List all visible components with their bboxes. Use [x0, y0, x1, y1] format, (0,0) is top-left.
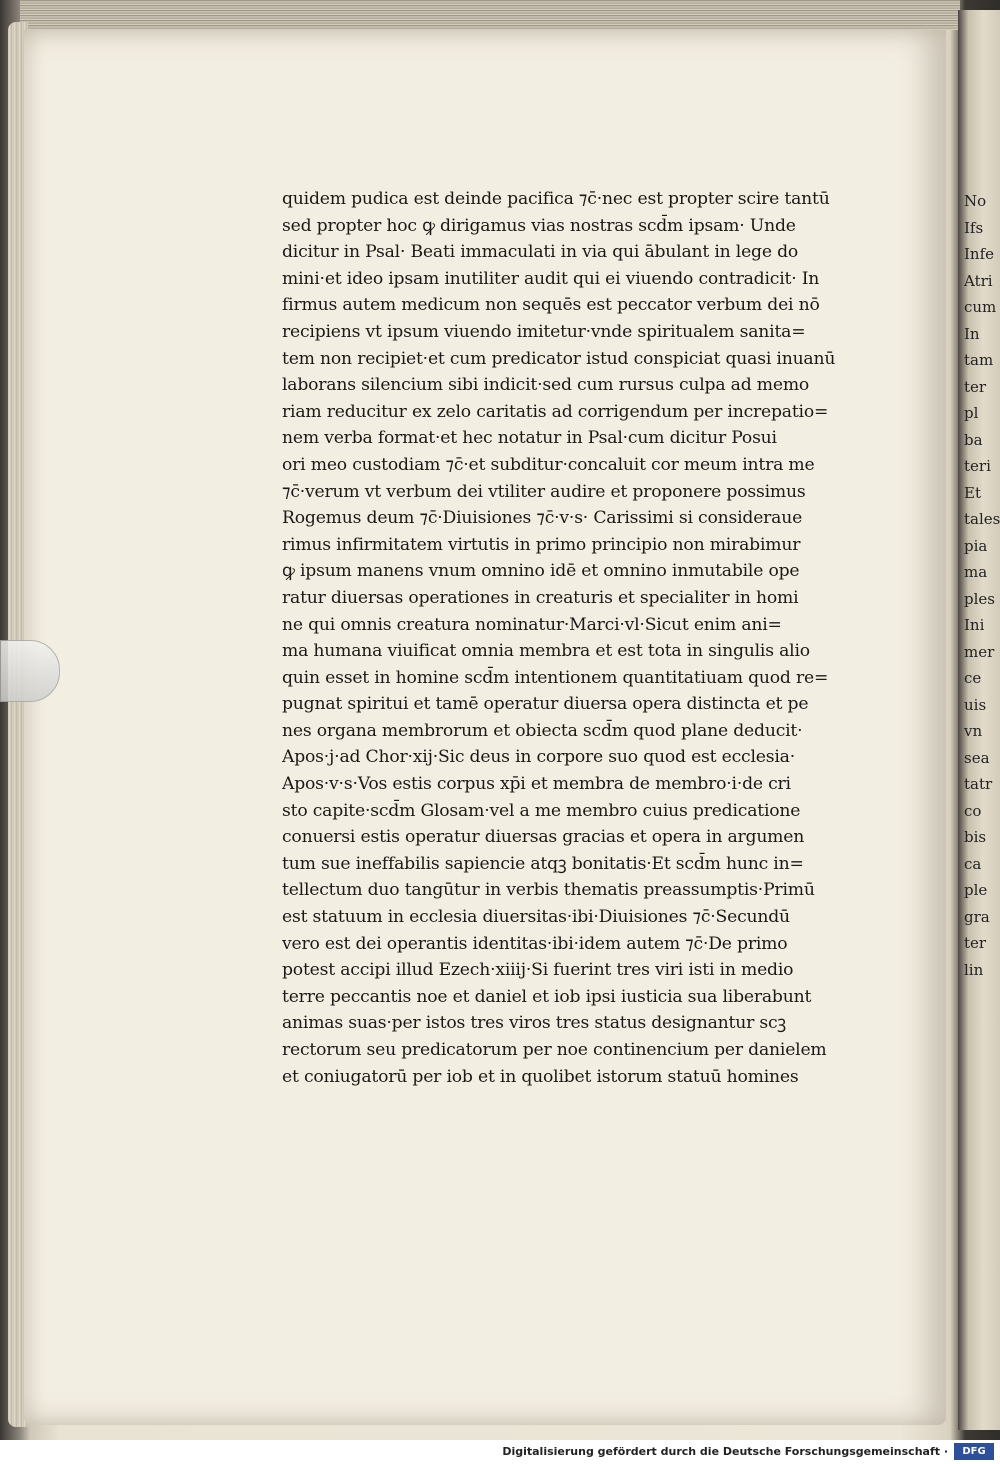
- page-top-edges: [20, 0, 960, 30]
- page-text-block: [282, 186, 887, 1090]
- page-clip-tab: [0, 640, 60, 702]
- next-page-fragment: tam: [964, 351, 994, 369]
- next-page-fragment: lin: [964, 960, 984, 979]
- next-page-fragment: pia: [964, 536, 988, 555]
- text-line: pugnat spiritui et tamē operatur diuersa opera distincta et pe: [282, 694, 809, 715]
- next-page-fragment: ples: [964, 589, 995, 608]
- text-line: rectorum seu predicatorum per noe continencium per danielem: [282, 1040, 827, 1060]
- next-page-fragment: ca: [964, 854, 982, 873]
- next-page-fragment: ce: [964, 669, 982, 687]
- text-line: sed propter hoc ꝙ dirigamus vias nostras scd̄m ipsam· Unde: [282, 215, 796, 236]
- next-page-fragments: [958, 188, 1000, 983]
- text-line: ratur diuersas operationes in creaturis et specialiter in homi: [282, 587, 799, 608]
- next-page-fragment: vn: [964, 722, 983, 740]
- next-page-fragment: tales: [964, 510, 1000, 528]
- dfg-logo: DFG: [954, 1443, 994, 1460]
- text-line: conuersi estis operatur diuersas gracias et opera in argumen: [282, 827, 805, 848]
- text-line: nem verba format·et hec notatur in Psal·cum dicitur Posui: [282, 428, 777, 449]
- next-page-edge: [958, 10, 1000, 1430]
- next-page-fragment: cum: [964, 298, 997, 316]
- text-line: ⁊c̄·verum vt verbum dei vtiliter audire et proponere possimus: [282, 481, 806, 502]
- funding-credit: Digitalisierung gefördert durch die Deutsche Forschungsgemeinschaft ·: [502, 1445, 948, 1458]
- next-page-fragment: mer: [964, 642, 995, 661]
- text-line: terre peccantis noe et daniel et iob ipsi iusticia sua liberabunt: [282, 986, 812, 1007]
- text-line: et coniugatorū per iob et in quolibet istorum statuū homines: [282, 1066, 799, 1087]
- next-page-fragment: ter: [964, 934, 987, 952]
- next-page-fragment: No: [964, 192, 987, 210]
- text-line: potest accipi illud Ezech·xiiij·Si fuerint tres viri isti in medio: [282, 960, 794, 981]
- next-page-fragment: Et: [964, 483, 981, 502]
- next-page-fragment: gra: [964, 907, 990, 926]
- text-line: tum sue ineffabilis sapiencie atqꝫ bonitatis·Et scd̄m hunc in=: [282, 853, 804, 874]
- text-line: nes organa membrorum et obiecta scd̄m quod plane deducit·: [282, 720, 803, 741]
- text-line: dicitur in Psal· Beati immaculati in via qui ābulant in lege do: [282, 242, 799, 263]
- text-line: Apos·j·ad Chor·xij·Sic deus in corpore suo quod est ecclesia·: [282, 747, 795, 768]
- text-line: riam reducitur ex zelo caritatis ad corrigendum per increpatio=: [282, 401, 829, 422]
- next-page-fragment: Ifs: [964, 218, 984, 237]
- text-line: recipiens vt ipsum viuendo imitetur·vnde spiritualem sanita=: [282, 321, 806, 342]
- next-page-fragment: Infe: [964, 245, 995, 263]
- text-line: tellectum duo tangūtur in verbis thematis preassumptis·Primū: [282, 880, 815, 901]
- text-line: ne qui omnis creatura nominatur·Marci·vl·Sicut enim ani=: [282, 614, 782, 635]
- next-page-fragment: In: [964, 324, 980, 343]
- text-line: quin esset in homine scd̄m intentionem quantitatiuam quod re=: [282, 667, 829, 688]
- next-page-fragment: pl: [964, 404, 979, 422]
- next-page-fragment: teri: [964, 457, 991, 475]
- text-line: sto capite·scd̄m Glosam·vel a me membro cuius predicatione: [282, 800, 801, 821]
- next-page-fragment: ple: [964, 881, 988, 899]
- text-line: rimus infirmitatem virtutis in primo principio non mirabimur: [282, 534, 801, 555]
- next-page-fragment: tatr: [964, 775, 993, 793]
- next-page-fragment: ma: [964, 563, 988, 581]
- show-through-text: [290, 148, 890, 188]
- text-line: est statuum in ecclesia diuersitas·ibi·Diuisiones ⁊c̄·Secundū: [282, 907, 790, 928]
- next-page-fragment: sea: [964, 748, 990, 767]
- next-page-fragment: bis: [964, 828, 987, 846]
- text-line: firmus autem medicum non sequēs est peccator verbum dei nō: [282, 295, 820, 316]
- text-line: mini·et ideo ipsam inutiliter audit qui ei viuendo contradicit· In: [282, 268, 820, 289]
- footer-bar: [0, 1440, 1000, 1464]
- text-line: tem non recipiet·et cum predicator istud conspiciat quasi inuanū: [282, 348, 836, 369]
- next-page-fragment: co: [964, 801, 982, 820]
- text-line: animas suas·per istos tres viros tres status designantur scꝫ: [282, 1013, 786, 1034]
- text-line: ma humana viuificat omnia membra et est tota in singulis alio: [282, 641, 810, 662]
- text-line: ꝙ ipsum manens vnum omnino idē et omnino inmutabile ope: [282, 561, 800, 582]
- text-line: quidem pudica est deinde pacifica ⁊c̄·nec est propter scire tantū: [282, 189, 830, 209]
- next-page-fragment: uis: [964, 695, 987, 714]
- next-page-fragment: ter: [964, 377, 987, 396]
- text-line: vero est dei operantis identitas·ibi·idem autem ⁊c̄·De primo: [282, 933, 788, 954]
- text-line: Apos·v·s·Vos estis corpus xp̄i et membra de membro·i·de cri: [282, 774, 791, 795]
- next-page-fragment: Atri: [964, 271, 993, 290]
- text-line: ori meo custodiam ⁊c̄·et subditur·concaluit cor meum intra me: [282, 454, 815, 475]
- next-page-fragment: Ini: [964, 616, 985, 634]
- text-line: Rogemus deum ⁊c̄·Diuisiones ⁊c̄·v·s· Carissimi si consideraue: [282, 508, 803, 529]
- text-line: laborans silencium sibi indicit·sed cum rursus culpa ad memo: [282, 375, 810, 396]
- next-page-fragment: ba: [964, 430, 983, 449]
